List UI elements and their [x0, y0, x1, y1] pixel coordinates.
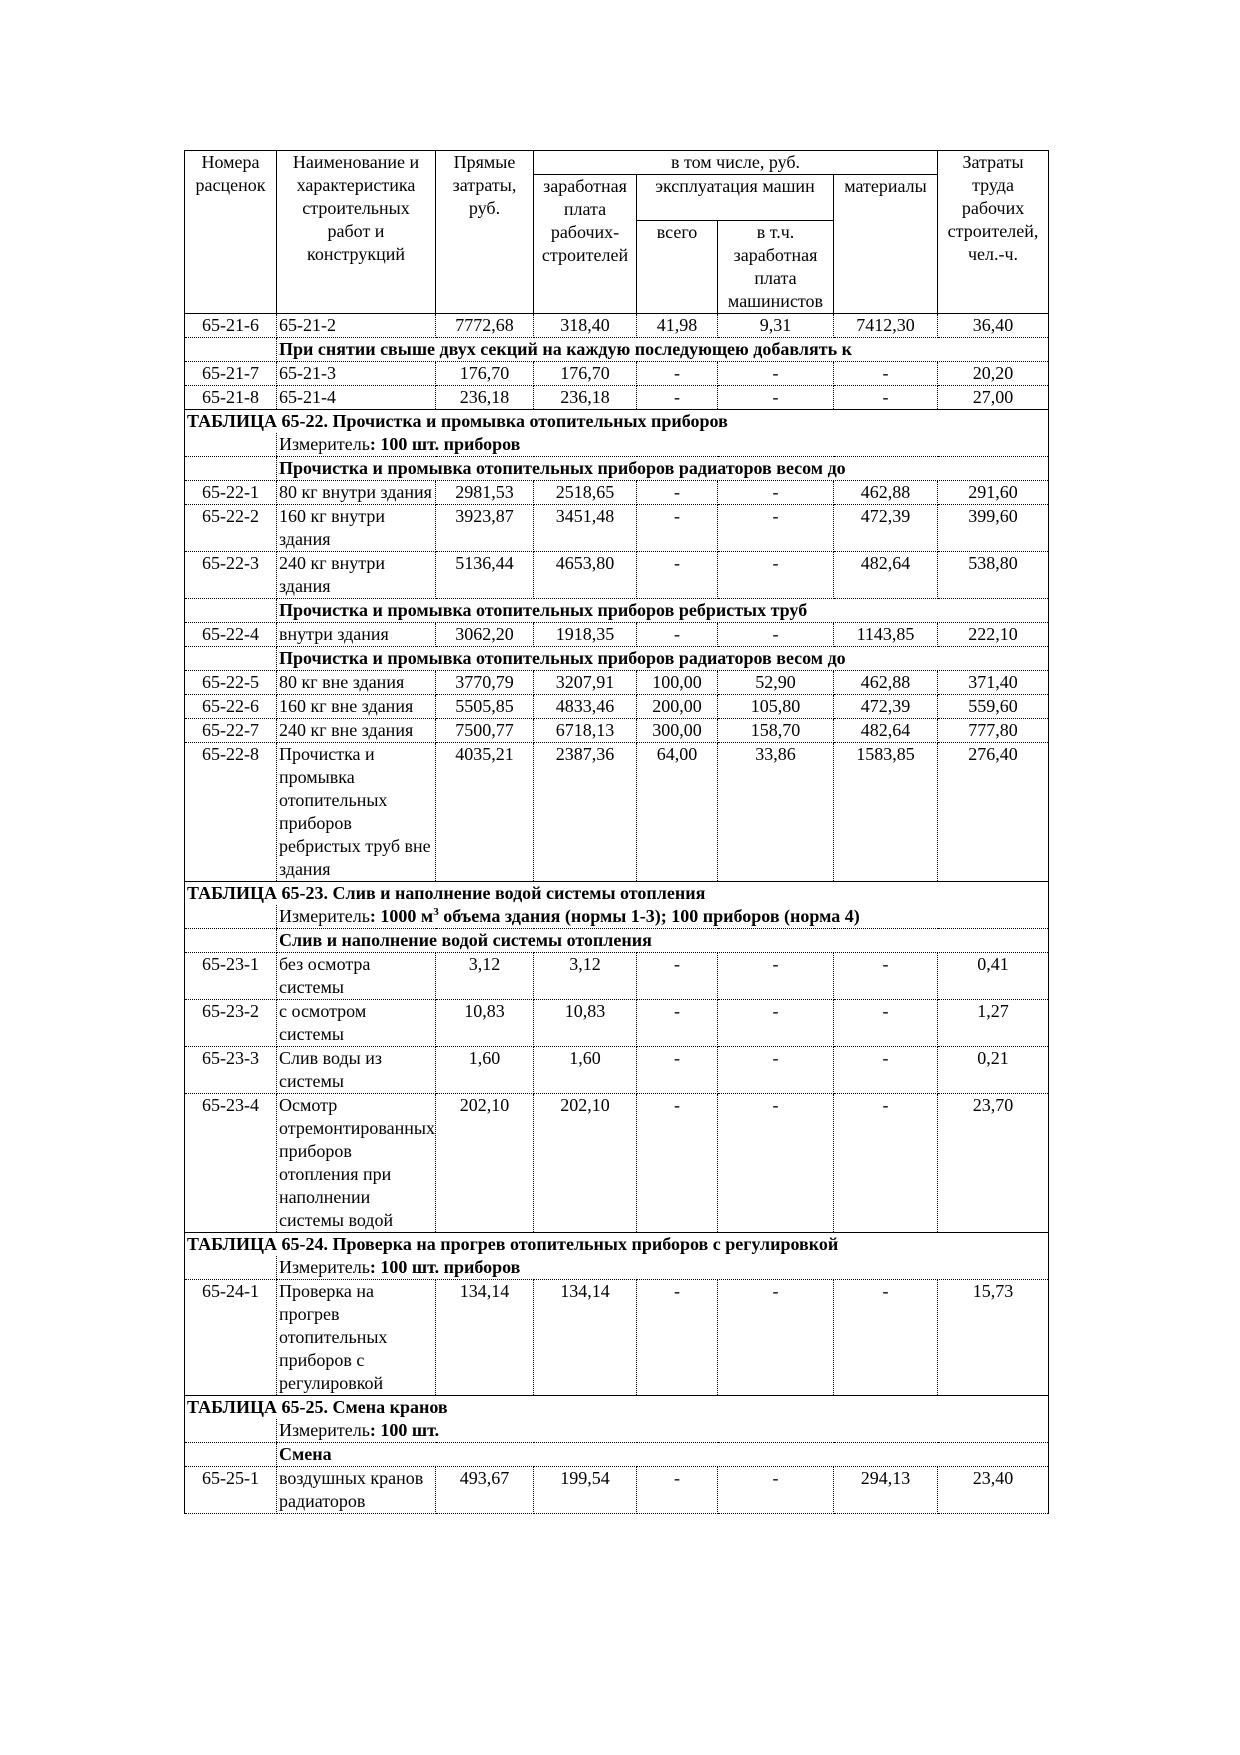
section-heading-row — [185, 1443, 1049, 1467]
labor-costs-cell: 15,73 — [938, 1280, 1049, 1396]
section-heading-row — [185, 647, 1049, 671]
table-number: ТАБЛИЦА 65-25. — [187, 1397, 328, 1417]
measure-row — [185, 1419, 1049, 1443]
labor-costs-cell: 538,80 — [938, 552, 1049, 599]
table-title — [185, 882, 1049, 906]
rate-code-cell: 65-22-4 — [185, 623, 277, 647]
header-labor: Затраты труда рабочих строителей, чел.-ч. — [938, 151, 1049, 314]
measure-label: Измеритель — [279, 1420, 370, 1440]
direct-costs-cell: 5136,44 — [436, 552, 534, 599]
direct-costs-cell: 236,18 — [436, 386, 534, 410]
measure-label: Измеритель — [279, 906, 370, 926]
materials-cell: - — [834, 1000, 938, 1047]
machines-total-cell: - — [637, 1094, 718, 1233]
table-row — [185, 623, 1049, 647]
table-row — [185, 552, 1049, 599]
machines-wages-cell: - — [718, 1094, 834, 1233]
work-name-cell: воздушных кранов радиаторов — [277, 1467, 436, 1514]
labor-costs-cell: 0,21 — [938, 1047, 1049, 1094]
materials-cell: 1143,85 — [834, 623, 938, 647]
measure-label: Измеритель — [279, 434, 370, 454]
materials-cell: 472,39 — [834, 505, 938, 552]
direct-costs-cell: 493,67 — [436, 1467, 534, 1514]
wages-cell: 202,10 — [534, 1094, 637, 1233]
materials-cell: 462,88 — [834, 481, 938, 505]
materials-cell: 7412,30 — [834, 314, 938, 338]
table-row — [185, 719, 1049, 743]
machines-total-cell: 100,00 — [637, 671, 718, 695]
machines-total-cell: 200,00 — [637, 695, 718, 719]
section-heading: Смена — [277, 1443, 1049, 1467]
wages-cell: 3207,91 — [534, 671, 637, 695]
table-row — [185, 481, 1049, 505]
direct-costs-cell: 1,60 — [436, 1047, 534, 1094]
measure-value: : 1000 $м^3$ объема здания (нормы 1-3); 100 приборов (норма 4) — [369, 906, 860, 926]
work-name-cell: 240 кг вне здания — [277, 719, 436, 743]
materials-cell: - — [834, 362, 938, 386]
header-materials: материалы — [834, 175, 938, 314]
machines-wages-cell: 9,31 — [718, 314, 834, 338]
labor-costs-cell: 777,80 — [938, 719, 1049, 743]
machines-wages-cell: - — [718, 1280, 834, 1396]
rate-code-cell: 65-22-8 — [185, 743, 277, 882]
header-machines: эксплуатация машин — [637, 175, 834, 221]
wages-cell: 199,54 — [534, 1467, 637, 1514]
direct-costs-cell: 134,14 — [436, 1280, 534, 1396]
work-name-cell: 65-21-4 — [277, 386, 436, 410]
price-table-document — [184, 150, 1048, 1514]
direct-costs-cell: 5505,85 — [436, 695, 534, 719]
measure-spacer — [185, 433, 277, 457]
machines-total-cell: - — [637, 552, 718, 599]
machines-wages-cell: - — [718, 953, 834, 1000]
direct-costs-cell: 3923,87 — [436, 505, 534, 552]
machines-total-cell: - — [637, 362, 718, 386]
machines-wages-cell: - — [718, 481, 834, 505]
wages-cell: 2518,65 — [534, 481, 637, 505]
section-heading-row — [185, 338, 1049, 362]
table-title — [185, 1396, 1049, 1420]
table-row — [185, 1280, 1049, 1396]
machines-total-cell: - — [637, 505, 718, 552]
measure-spacer — [185, 905, 277, 929]
header-machines-wages: в т.ч. заработная плата машинистов — [718, 221, 834, 314]
rate-code-cell: 65-22-3 — [185, 552, 277, 599]
heading-spacer — [185, 338, 277, 362]
materials-cell: 472,39 — [834, 695, 938, 719]
table-number: ТАБЛИЦА 65-24. — [187, 1234, 328, 1254]
table-row — [185, 1000, 1049, 1047]
table-name: Прочистка и промывка отопительных приборов — [332, 411, 728, 431]
labor-costs-cell: 371,40 — [938, 671, 1049, 695]
measure-superscript: 3 — [433, 906, 439, 918]
table-row — [185, 314, 1049, 338]
rate-code-cell: 65-22-2 — [185, 505, 277, 552]
section-heading-row — [185, 599, 1049, 623]
table-number: ТАБЛИЦА 65-23. — [187, 883, 328, 903]
heading-spacer — [185, 1443, 277, 1467]
rate-code-cell: 65-23-1 — [185, 953, 277, 1000]
wages-cell: 3451,48 — [534, 505, 637, 552]
measure-value: : 100 шт. приборов — [369, 434, 521, 454]
table-title-row — [185, 1396, 1049, 1420]
direct-costs-cell: 4035,21 — [436, 743, 534, 882]
machines-total-cell: - — [637, 1467, 718, 1514]
section-heading: Прочистка и промывка отопительных приборов радиаторов весом до — [277, 457, 1049, 481]
wages-cell: 6718,13 — [534, 719, 637, 743]
section-heading: Прочистка и промывка отопительных приборов радиаторов весом до — [277, 647, 1049, 671]
direct-costs-cell: 7772,68 — [436, 314, 534, 338]
wages-cell: 10,83 — [534, 1000, 637, 1047]
work-name-cell: 65-21-2 — [277, 314, 436, 338]
labor-costs-cell: 1,27 — [938, 1000, 1049, 1047]
machines-total-cell: 300,00 — [637, 719, 718, 743]
table-title-row — [185, 410, 1049, 434]
table-row — [185, 386, 1049, 410]
rate-code-cell: 65-21-8 — [185, 386, 277, 410]
section-heading-row — [185, 457, 1049, 481]
heading-spacer — [185, 929, 277, 953]
table-name: Слив и наполнение водой системы отопления — [332, 883, 706, 903]
materials-cell: 462,88 — [834, 671, 938, 695]
machines-total-cell: 41,98 — [637, 314, 718, 338]
materials-cell: 482,64 — [834, 552, 938, 599]
header-wages: заработная плата рабочих-строителей — [534, 175, 637, 314]
labor-costs-cell: 399,60 — [938, 505, 1049, 552]
work-name-cell: 160 кг внутри здания — [277, 505, 436, 552]
section-heading: Прочистка и промывка отопительных приборов ребристых труб — [277, 599, 1049, 623]
direct-costs-cell: 3,12 — [436, 953, 534, 1000]
machines-total-cell: 64,00 — [637, 743, 718, 882]
wages-cell: 176,70 — [534, 362, 637, 386]
rate-code-cell: 65-21-7 — [185, 362, 277, 386]
measure-spacer — [185, 1419, 277, 1443]
measure-row — [185, 1256, 1049, 1280]
section-heading: Слив и наполнение водой системы отопления — [277, 929, 1049, 953]
direct-costs-cell: 10,83 — [436, 1000, 534, 1047]
wages-cell: 1918,35 — [534, 623, 637, 647]
wages-cell: 1,60 — [534, 1047, 637, 1094]
machines-wages-cell: - — [718, 623, 834, 647]
machines-wages-cell: - — [718, 505, 834, 552]
machines-wages-cell: - — [718, 1047, 834, 1094]
header-direct-costs: Прямые затраты, руб. — [436, 151, 534, 314]
machines-wages-cell: 158,70 — [718, 719, 834, 743]
price-table — [184, 150, 1049, 1514]
header-machines-total: всего — [637, 221, 718, 314]
rate-code-cell: 65-22-1 — [185, 481, 277, 505]
labor-costs-cell: 0,41 — [938, 953, 1049, 1000]
materials-cell: 294,13 — [834, 1467, 938, 1514]
direct-costs-cell: 7500,77 — [436, 719, 534, 743]
materials-cell: 482,64 — [834, 719, 938, 743]
table-row — [185, 505, 1049, 552]
machines-total-cell: - — [637, 1047, 718, 1094]
direct-costs-cell: 3062,20 — [436, 623, 534, 647]
rate-code-cell: 65-21-6 — [185, 314, 277, 338]
table-row — [185, 1467, 1049, 1514]
wages-cell: 4653,80 — [534, 552, 637, 599]
work-name-cell: внутри здания — [277, 623, 436, 647]
work-name-cell: Осмотр отремонтированных приборов отопления при наполнении системы водой — [277, 1094, 436, 1233]
table-row — [185, 362, 1049, 386]
work-name-cell: 240 кг внутри здания — [277, 552, 436, 599]
labor-costs-cell: 559,60 — [938, 695, 1049, 719]
machines-wages-cell: 52,90 — [718, 671, 834, 695]
measure-unit — [277, 1419, 1049, 1443]
work-name-cell: 80 кг вне здания — [277, 671, 436, 695]
materials-cell: - — [834, 1280, 938, 1396]
rate-code-cell: 65-25-1 — [185, 1467, 277, 1514]
wages-cell: 236,18 — [534, 386, 637, 410]
work-name-cell: Слив воды из системы — [277, 1047, 436, 1094]
table-row — [185, 1094, 1049, 1233]
machines-wages-cell: - — [718, 552, 834, 599]
work-name-cell: с осмотром системы — [277, 1000, 436, 1047]
machines-total-cell: - — [637, 1280, 718, 1396]
measure-row — [185, 905, 1049, 929]
measure-unit — [277, 433, 1049, 457]
machines-wages-cell: - — [718, 1467, 834, 1514]
table-name: Проверка на прогрев отопительных приборов с регулировкой — [332, 1234, 839, 1254]
work-name-cell: 65-21-3 — [277, 362, 436, 386]
rate-code-cell: 65-22-6 — [185, 695, 277, 719]
table-row — [185, 671, 1049, 695]
header-code: Номера расценок — [185, 151, 277, 314]
table-header — [185, 151, 1049, 314]
machines-wages-cell: 105,80 — [718, 695, 834, 719]
rate-code-cell: 65-22-5 — [185, 671, 277, 695]
rate-code-cell: 65-23-4 — [185, 1094, 277, 1233]
labor-costs-cell: 291,60 — [938, 481, 1049, 505]
direct-costs-cell: 176,70 — [436, 362, 534, 386]
machines-wages-cell: 33,86 — [718, 743, 834, 882]
machines-total-cell: - — [637, 623, 718, 647]
machines-wages-cell: - — [718, 362, 834, 386]
heading-spacer — [185, 457, 277, 481]
machines-wages-cell: - — [718, 1000, 834, 1047]
machines-total-cell: - — [637, 481, 718, 505]
machines-wages-cell: - — [718, 386, 834, 410]
rate-code-cell: 65-24-1 — [185, 1280, 277, 1396]
wages-cell: 318,40 — [534, 314, 637, 338]
measure-spacer — [185, 1256, 277, 1280]
table-row — [185, 743, 1049, 882]
work-name-cell: 160 кг вне здания — [277, 695, 436, 719]
rate-code-cell: 65-22-7 — [185, 719, 277, 743]
machines-total-cell: - — [637, 953, 718, 1000]
measure-value-tail: объема здания (нормы 1-3); 100 приборов (норма 4) — [438, 906, 860, 926]
table-row — [185, 1047, 1049, 1094]
section-heading-row — [185, 929, 1049, 953]
work-name-cell: 80 кг внутри здания — [277, 481, 436, 505]
materials-cell: - — [834, 1094, 938, 1233]
labor-costs-cell: 23,40 — [938, 1467, 1049, 1514]
measure-label: Измеритель — [279, 1257, 370, 1277]
measure-row — [185, 433, 1049, 457]
materials-cell: 1583,85 — [834, 743, 938, 882]
wages-cell: 2387,36 — [534, 743, 637, 882]
table-number: ТАБЛИЦА 65-22. — [187, 411, 328, 431]
table-row — [185, 953, 1049, 1000]
table-title — [185, 1233, 1049, 1257]
wages-cell: 4833,46 — [534, 695, 637, 719]
machines-total-cell: - — [637, 386, 718, 410]
direct-costs-cell: 2981,53 — [436, 481, 534, 505]
materials-cell: - — [834, 386, 938, 410]
labor-costs-cell: 27,00 — [938, 386, 1049, 410]
labor-costs-cell: 23,70 — [938, 1094, 1049, 1233]
table-title-row — [185, 882, 1049, 906]
labor-costs-cell: 36,40 — [938, 314, 1049, 338]
direct-costs-cell: 202,10 — [436, 1094, 534, 1233]
wages-cell: 3,12 — [534, 953, 637, 1000]
measure-value: : 100 шт. — [369, 1420, 440, 1440]
machines-total-cell: - — [637, 1000, 718, 1047]
table-row — [185, 695, 1049, 719]
table-title-row — [185, 1233, 1049, 1257]
materials-cell: - — [834, 953, 938, 1000]
labor-costs-cell: 20,20 — [938, 362, 1049, 386]
measure-unit — [277, 905, 1049, 929]
header-including: в том числе, руб. — [534, 151, 938, 175]
table-title — [185, 410, 1049, 434]
table-name: Смена кранов — [332, 1397, 448, 1417]
materials-cell: - — [834, 1047, 938, 1094]
measure-unit — [277, 1256, 1049, 1280]
heading-spacer — [185, 599, 277, 623]
labor-costs-cell: 276,40 — [938, 743, 1049, 882]
rate-code-cell: 65-23-2 — [185, 1000, 277, 1047]
wages-cell: 134,14 — [534, 1280, 637, 1396]
work-name-cell: без осмотра системы — [277, 953, 436, 1000]
labor-costs-cell: 222,10 — [938, 623, 1049, 647]
work-name-cell: Прочистка и промывка отопительных приборов ребристых труб вне здания — [277, 743, 436, 882]
work-name-cell: Проверка на прогрев отопительных приборов с регулировкой — [277, 1280, 436, 1396]
header-name: Наименование и характеристика строительных работ и конструкций — [277, 151, 436, 314]
measure-value: : 100 шт. приборов — [369, 1257, 521, 1277]
rate-code-cell: 65-23-3 — [185, 1047, 277, 1094]
direct-costs-cell: 3770,79 — [436, 671, 534, 695]
heading-spacer — [185, 647, 277, 671]
table-body — [185, 314, 1049, 1514]
section-heading: При снятии свыше двух секций на каждую последующею добавлять к — [277, 338, 1049, 362]
